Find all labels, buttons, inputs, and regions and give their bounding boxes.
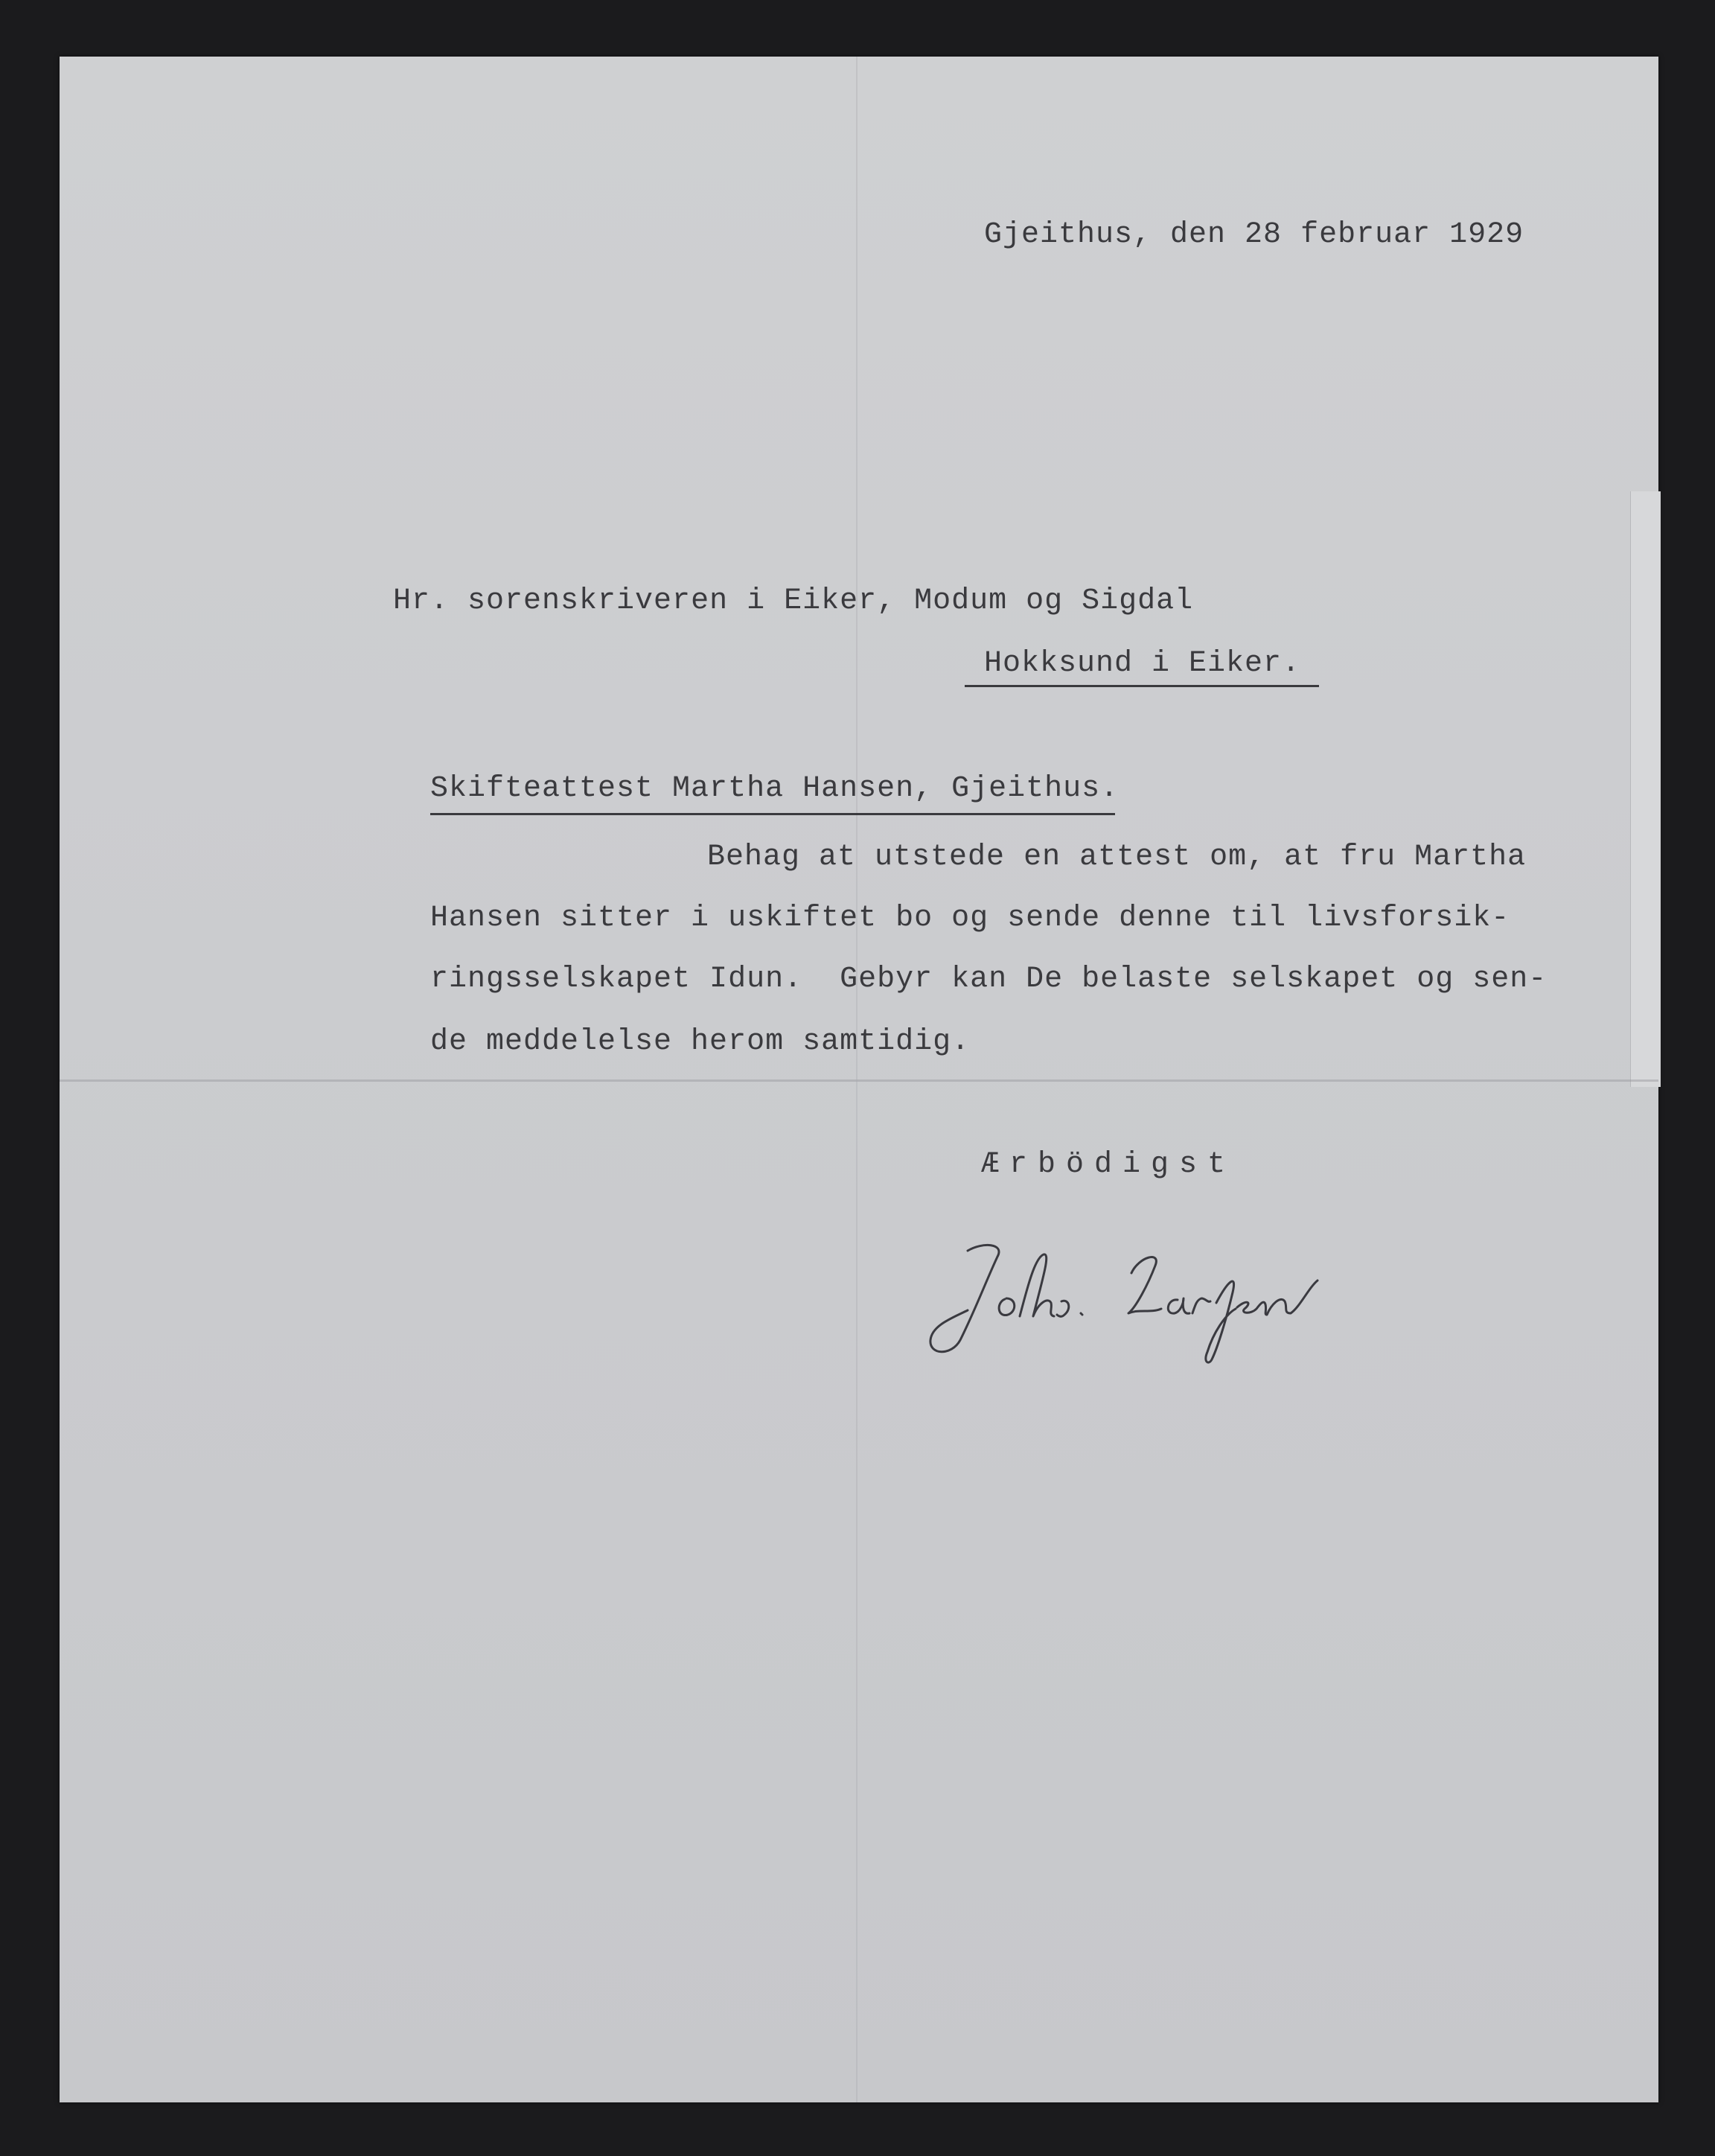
vertical-fold-line (856, 57, 858, 2102)
subject-line: Skifteattest Martha Hansen, Gjeithus. (430, 772, 1120, 806)
body-line-4: de meddelelse herom samtidig. (430, 1025, 971, 1059)
closing: Ærbödigst (981, 1148, 1236, 1181)
recipient-line-1: Hr. sorenskriveren i Eiker, Modum og Sigdal (393, 584, 1194, 618)
body-line-3: ringsselskapet Idun. Gebyr kan De belaste selskapet og sen- (430, 963, 1548, 996)
subject-underline (430, 813, 1115, 815)
place-date: Gjeithus, den 28 februar 1929 (984, 218, 1524, 252)
horizontal-fold-line (60, 1079, 1658, 1082)
body-line-1: Behag at utstede en attest om, at fru Martha (707, 841, 1527, 874)
body-line-2: Hansen sitter i uskiftet bo og sende denne til livsforsik- (430, 902, 1510, 935)
torn-paper-edge (1630, 491, 1661, 1087)
handwritten-signature (916, 1221, 1332, 1370)
recipient-line-2: Hokksund i Eiker. (984, 647, 1301, 680)
recipient-underline (965, 685, 1319, 687)
